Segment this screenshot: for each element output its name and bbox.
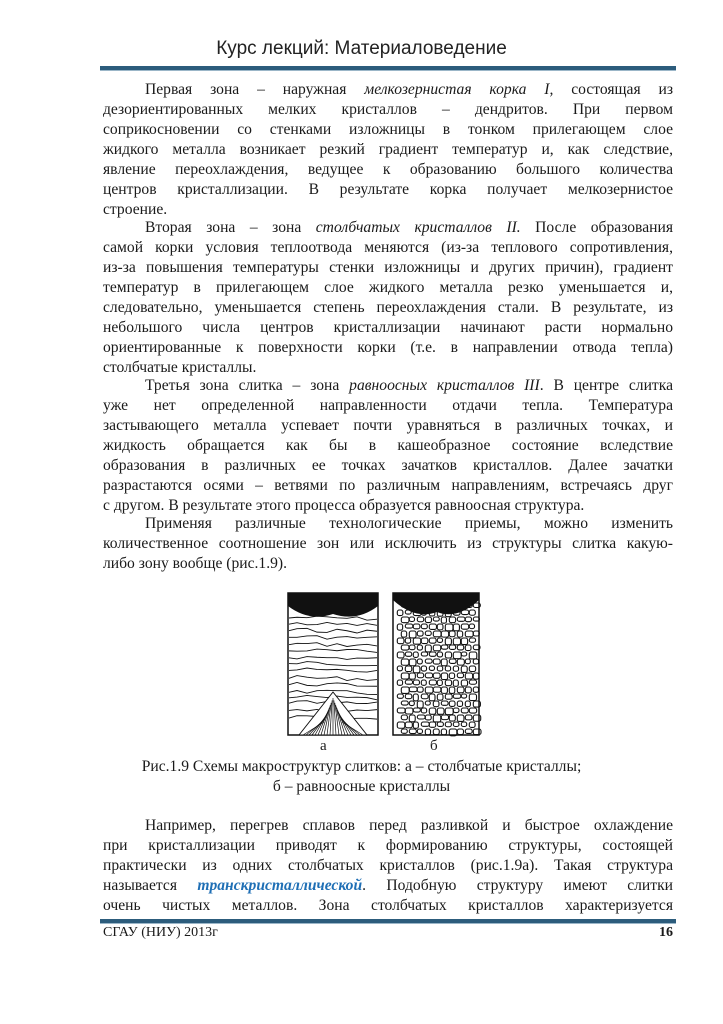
text-segment: жидкого металла возникает резкий градиент температур и, как следствие, (103, 141, 673, 158)
text-line (103, 534, 673, 554)
text-line (103, 816, 673, 836)
text-segment: при кристаллизации приводят к формированию структуры, состоящей (103, 837, 673, 854)
figure-caption-line1: Рис.1.9 Схемы макроструктур слитков: а – столбчатые кристаллы; (141, 758, 582, 775)
text-line (103, 200, 673, 220)
text-segment: самой корки условия теплоотвода меняются (из-за теплового сопротивления, (103, 239, 673, 256)
text-line (103, 358, 673, 378)
text-segment: соприкосновении со стенками изложницы в тонком прилегающем слое (103, 121, 673, 138)
text-segment: . В центре слитка (539, 377, 674, 394)
text-line (103, 836, 673, 856)
text-line (103, 416, 673, 436)
page-header-title: Курс лекций: Материаловедение (216, 38, 507, 59)
text-line (103, 258, 673, 278)
ingot-columnar-diagram (288, 593, 378, 735)
paragraph-first-zone (103, 80, 673, 220)
text-segment: . Подобную структуру имеют слитки (362, 877, 674, 894)
figure-ingot-macrostructures (287, 592, 482, 737)
text-line (103, 476, 673, 496)
text-segment: дезориентированных мелких кристаллов – дендритов. При первом (103, 101, 673, 118)
text-segment: образования в различных ее точках зачатков кристаллов. Далее зачатки (103, 457, 673, 474)
paragraph-example (103, 816, 673, 916)
italic-term: равноосных кристаллов III (349, 377, 540, 394)
text-segment: небольшого числа центров кристаллизации начинают расти нормально (103, 319, 673, 336)
text-segment: называется (103, 877, 198, 894)
text-segment: Третья зона слитка – зона (145, 377, 350, 394)
text-segment: центров кристаллизации. В результате корка получает мелкозернистое (103, 181, 673, 198)
paragraph-techniques (103, 514, 673, 574)
text-line (103, 554, 673, 574)
figure-caption-line2: б – равноосные кристаллы (272, 778, 451, 795)
text-line (103, 180, 673, 200)
text-line (103, 160, 673, 180)
text-line (103, 376, 673, 396)
italic-term: столбчатых кристаллов II. (315, 219, 521, 236)
text-line (103, 896, 673, 916)
page-number: 16 (659, 925, 673, 940)
footer-institution: СГАУ (НИУ) 2013г (103, 925, 218, 940)
text-segment: столбчатые кристаллы. (103, 359, 257, 376)
text-segment: практически из одних столбчатых кристаллов (рис.1.9а). Такая структура (103, 857, 673, 874)
text-segment: следовательно, уменьшается степень переохлаждения стали. В результате, из (103, 299, 673, 316)
text-segment: Вторая зона – зона (145, 219, 316, 236)
text-line (103, 120, 673, 140)
text-line (103, 298, 673, 318)
text-segment: Применяя различные технологические приемы, можно изменить (145, 515, 673, 532)
term-link[interactable]: транскристаллической (197, 877, 363, 894)
text-line (103, 856, 673, 876)
footer-divider (100, 919, 676, 924)
text-line (103, 436, 673, 456)
italic-term: мелкозернистая корка I, (364, 81, 554, 98)
text-line (103, 100, 673, 120)
text-line (103, 80, 673, 100)
text-segment: либо зону вообще (рис.1.9). (103, 555, 288, 572)
text-segment: явление переохлаждения, ведущее к образованию большого количества (103, 161, 673, 178)
text-segment: застывающего металла успевает почти уравняться в различных точках, и (103, 417, 673, 434)
text-line (103, 338, 673, 358)
text-segment: ориентированные к поверхности корки (т.е. в направлении отвода тепла) (103, 339, 673, 356)
text-line (103, 238, 673, 258)
figure-label-a: а (320, 738, 327, 754)
figure-label-b: б (430, 738, 438, 754)
text-segment: температур в прилегающем слое жидкого металла резко уменьшается и, (103, 279, 673, 296)
text-line (103, 218, 673, 238)
text-segment: состоящая из (553, 81, 673, 98)
fine-crust-zone (288, 593, 378, 617)
paragraph-third-zone (103, 376, 673, 516)
text-line (103, 514, 673, 534)
text-segment: уже нет определенной направленности отдачи тепла. Температура (103, 397, 673, 414)
text-line (103, 876, 673, 896)
text-line (103, 456, 673, 476)
text-segment: с другом. В результате этого процесса образуется равноосная структура. (103, 497, 585, 514)
text-segment: количественное соотношение зон или исключить из структуры слитка какую- (103, 535, 673, 552)
paragraph-second-zone (103, 218, 673, 378)
text-segment: разрастаются осями – ветвями по различным направлениям, встречаясь друг (103, 477, 673, 494)
text-line (103, 278, 673, 298)
text-line (103, 396, 673, 416)
text-segment: очень чистых металлов. Зона столбчатых кристаллов характеризуется (103, 897, 673, 914)
text-segment: После образования (520, 219, 673, 236)
text-segment: Например, перегрев сплавов перед разливкой и быстрое охлаждение (145, 817, 673, 834)
text-segment: Первая зона – наружная (145, 81, 365, 98)
text-segment: строение. (103, 201, 168, 218)
text-line (103, 140, 673, 160)
header-divider (100, 66, 676, 71)
text-segment: жидкость обращается как бы в кашеобразное состояние вследствие (103, 437, 673, 454)
text-line (103, 496, 673, 516)
ingot-equiaxed-diagram (393, 593, 481, 736)
text-line (103, 318, 673, 338)
text-segment: из-за повышения температуры стенки изложницы и других причин), градиент (103, 259, 673, 276)
